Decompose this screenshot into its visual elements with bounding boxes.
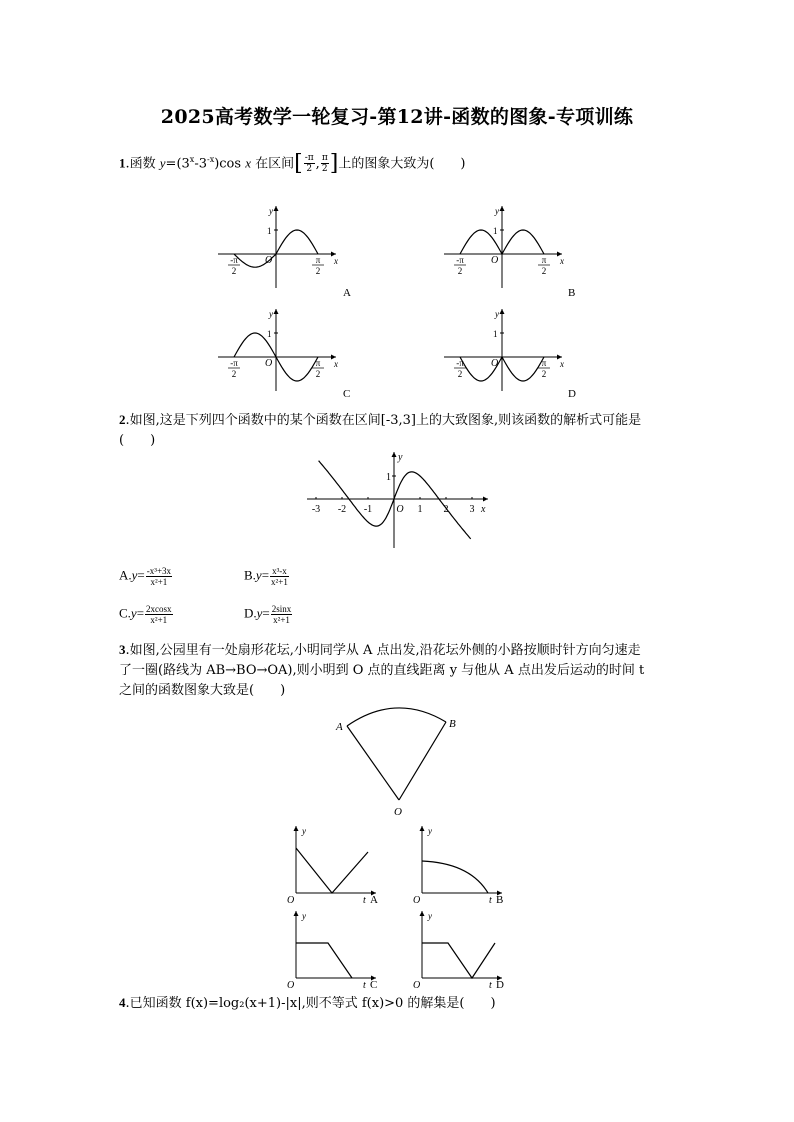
q1-graph-b-y-label: y bbox=[495, 206, 499, 216]
q1-graph-c-neg-half-pi-num: -π bbox=[230, 358, 238, 368]
q2-option-c: C.y= $\frac{2xcosx}{\text{x²+1}}$ bbox=[119, 604, 172, 625]
question-number: 3 bbox=[119, 642, 126, 657]
q1-text-mid: 在区间 bbox=[250, 156, 295, 172]
q3-graph-b-y-label: y bbox=[428, 826, 432, 836]
q1-graph-c-x-label: x bbox=[334, 359, 338, 369]
q2-x-tick-label: 3 bbox=[469, 504, 475, 515]
q3-sector-edge-ob bbox=[399, 722, 446, 800]
question-number: 4 bbox=[119, 995, 126, 1010]
question-4 bbox=[119, 993, 679, 1014]
q1-graph-b-origin: O bbox=[491, 255, 499, 266]
q3-graph-d-option-label: D bbox=[496, 979, 504, 991]
q1-graph-b-neg-half-pi-den: 2 bbox=[457, 266, 463, 276]
q3-graph-d-y-axis-arrow bbox=[420, 911, 425, 916]
q3-graph-c-y-axis-arrow bbox=[294, 911, 299, 916]
q3-line-1: .如图,公园里有一处扇形花坛,小明同学从 A 点出发,沿花坛外侧的小路按顺时针方向匀速走 bbox=[125, 643, 641, 658]
page-title: 2025高考数学一轮复习-第12讲-函数的图象-专项训练 bbox=[160, 106, 634, 128]
q3-point-b: B bbox=[449, 718, 456, 730]
q1-text-post: 上的图象大致为( ) bbox=[338, 156, 466, 172]
q3-graph-b-y-axis-arrow bbox=[420, 826, 425, 831]
q2-blank: ( ) bbox=[119, 433, 156, 448]
q1-graph-a-option-label: A bbox=[343, 287, 351, 299]
q1-graph-d-x-label: x bbox=[560, 359, 564, 369]
q3-graph-b-origin: O bbox=[413, 895, 421, 906]
q1-graph-d-neg-half-pi-num: -π bbox=[456, 358, 464, 368]
q1-graph-b-half-pi-num: π bbox=[541, 255, 547, 265]
q1-function: y bbox=[159, 155, 166, 171]
q3-graph-d-y-label: y bbox=[428, 911, 432, 921]
q3-graph-d-origin: O bbox=[413, 980, 421, 991]
q3-graph-c-t-label: t bbox=[363, 980, 366, 991]
q2-option-b: B.y= $\frac{\text{x³-x}}{\text{x²+1}}$ bbox=[244, 566, 288, 587]
q2-x-tick-label: -1 bbox=[363, 504, 373, 515]
question-number: 2 bbox=[119, 412, 126, 427]
q3-point-a: A bbox=[336, 721, 343, 733]
q1-graph-c-one: 1 bbox=[267, 329, 272, 339]
q1-graph-d-half-pi-den: 2 bbox=[541, 369, 547, 379]
q4-text: .已知函数 f(x)=log₂(x+1)-|x|,则不等式 f(x)>0 的解集是( ) bbox=[125, 996, 496, 1011]
q3-graph-b-option-label: B bbox=[496, 894, 504, 906]
q2-option-a: A.y= $\frac{\text{-x³+3x}}{\text{x²+1}}$ bbox=[119, 566, 172, 587]
q2-x-tick-label: -3 bbox=[311, 504, 321, 515]
q1-graph-c-option-label: C bbox=[343, 388, 351, 400]
q2-option-d: D.y= $\frac{2\sin x}{\text{x²+1}}$ bbox=[244, 604, 292, 625]
q1-graph-a-origin: O bbox=[265, 255, 273, 266]
q1-graph-a-half-pi-den: 2 bbox=[315, 266, 321, 276]
q3-graph-b-t-label: t bbox=[489, 895, 492, 906]
q3-graph-a-option-label: A bbox=[370, 894, 378, 906]
q1-graph-d-half-pi-num: π bbox=[541, 358, 547, 368]
q2-x-tick-label: 1 bbox=[417, 504, 423, 515]
q2-y-label: y bbox=[398, 452, 403, 463]
q3-graph-b-curve bbox=[422, 861, 488, 893]
q3-line-3: 之间的函数图象大致是( ) bbox=[119, 683, 286, 698]
q1-graph-c-half-pi-num: π bbox=[315, 358, 321, 368]
q1-graph-c-neg-half-pi-den: 2 bbox=[231, 369, 237, 379]
q1-graph-d-one: 1 bbox=[493, 329, 498, 339]
q1-graph-d-neg-half-pi-den: 2 bbox=[457, 369, 463, 379]
q3-graph-a-y-label: y bbox=[302, 826, 306, 836]
q1-graph-a-neg-half-pi-den: 2 bbox=[231, 266, 237, 276]
q3-graph-c-y-label: y bbox=[302, 911, 306, 921]
q1-graph-d-option-label: D bbox=[568, 388, 576, 400]
q1-graph-a-half-pi-num: π bbox=[315, 255, 321, 265]
q1-graph-b-neg-half-pi-num: -π bbox=[456, 255, 464, 265]
q1-graph-a-y-label: y bbox=[269, 206, 273, 216]
q1-graph-b-half-pi-den: 2 bbox=[541, 266, 547, 276]
q3-graph-a-t-label: t bbox=[363, 895, 366, 906]
q3-graph-a-curve bbox=[296, 848, 368, 893]
q3-graph-c-curve bbox=[296, 943, 352, 978]
question-number: 1 bbox=[119, 155, 126, 171]
q1-graph-c-half-pi-den: 2 bbox=[315, 369, 321, 379]
q2-text: .如图,这是下列四个函数中的某个函数在区间[-3,3]上的大致图象,则该函数的解析式可能是 bbox=[125, 413, 642, 428]
question-1: 1.函数 $y=(3^x-3^{-x})\cos$ x 在区间[ $\frac{-\pi}{2}$ , $\frac{\pi}{2}$ ]上的图象大致为( ) bbox=[119, 150, 466, 176]
q2-x-tick-label: O bbox=[396, 504, 404, 515]
q1-graph-a-one: 1 bbox=[267, 226, 272, 236]
q3-sector-arc bbox=[347, 708, 446, 726]
q3-graph-d-curve bbox=[422, 943, 495, 978]
q3-sector-edge-oa bbox=[347, 726, 399, 800]
q2-y-tick-1: 1 bbox=[386, 472, 391, 483]
q1-graph-b-one: 1 bbox=[493, 226, 498, 236]
q1-graph-a-x-label: x bbox=[334, 256, 338, 266]
q2-x-tick-label: 2 bbox=[443, 504, 449, 515]
q1-graph-a-neg-half-pi-num: -π bbox=[230, 255, 238, 265]
q3-graph-c-origin: O bbox=[287, 980, 295, 991]
q3-point-o: O bbox=[394, 806, 402, 818]
q3-graph-a-y-axis-arrow bbox=[294, 826, 299, 831]
q1-graph-d-y-label: y bbox=[495, 309, 499, 319]
q3-graph-a-origin: O bbox=[287, 895, 295, 906]
q3-line-2: 了一圈(路线为 AB→BO→OA),则小明到 O 点的直线距离 y 与他从 A 点出发后运动的时间 t bbox=[119, 663, 645, 678]
q1-graph-b-x-label: x bbox=[560, 256, 564, 266]
q3-graph-d-t-label: t bbox=[489, 980, 492, 991]
q2-x-tick-label: -2 bbox=[337, 504, 347, 515]
q3-graph-c-option-label: C bbox=[370, 979, 378, 991]
q1-graph-c-y-label: y bbox=[269, 309, 273, 319]
q1-graph-d-origin: O bbox=[491, 358, 499, 369]
q1-text: .函数 bbox=[125, 156, 160, 172]
q1-graph-b-option-label: B bbox=[568, 287, 576, 299]
q2-x-label: x bbox=[481, 504, 486, 515]
q1-graph-c-origin: O bbox=[265, 358, 273, 369]
